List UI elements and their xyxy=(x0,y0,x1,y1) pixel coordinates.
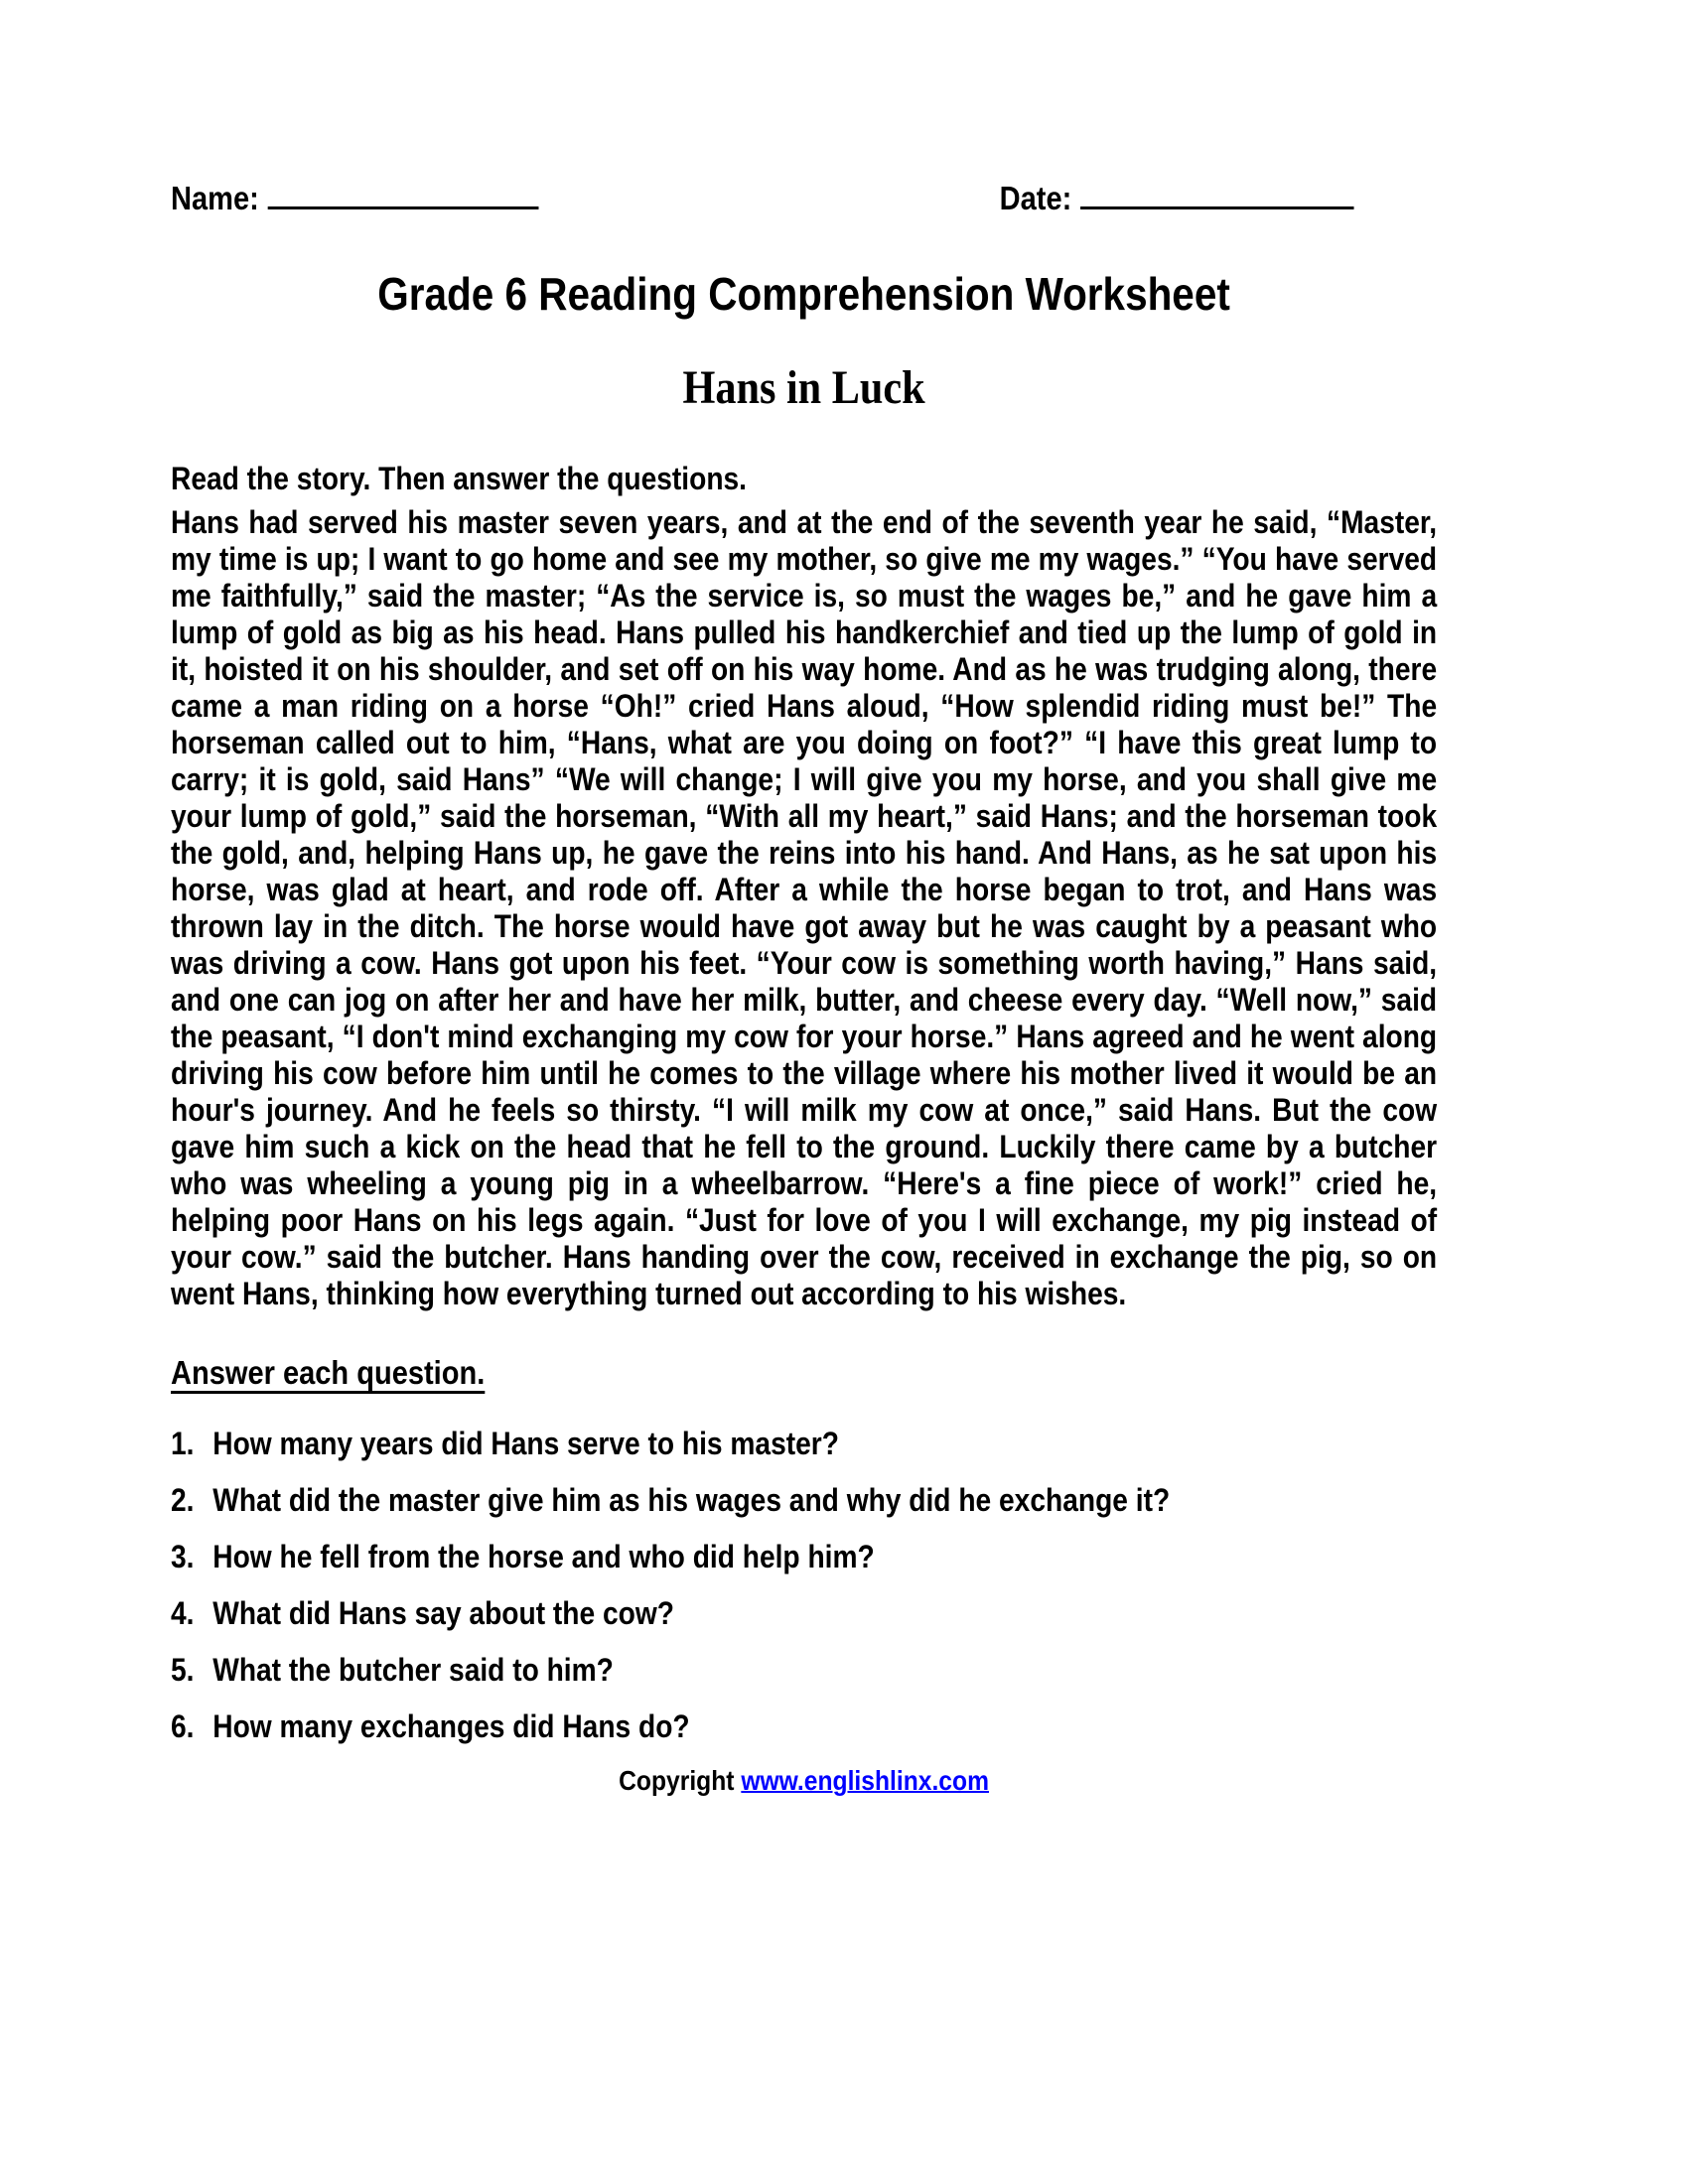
name-blank-line xyxy=(268,177,539,209)
question-item xyxy=(171,1482,1437,1519)
instructions-text: Read the story. Then answer the questions. xyxy=(171,461,748,497)
copyright-label: Copyright xyxy=(619,1765,742,1797)
question-item xyxy=(171,1426,1437,1462)
story-paragraph: Hans had served his master seven years, and at the end of the seventh year he said, “Master, my time is up; I want to go home and see my mother, so give me my wages.” “You have served me faithfully,” said the master; “As the service is, so must the wages be,” and he gave him a lump of gold as big as his head. Hans pulled his handkerchief and tied up the lump of gold in it, hoisted it on his shoulder, and set off on his way home. And as he was trudging along, there came a man riding on a horse “Oh!” cried Hans aloud, “How splendid riding must be!” The horseman called out to him, “Hans, what are you doing on foot?” “I have this great lump to carry; it is gold, said Hans” “We will change; I will give you my horse, and you shall give me your lump of gold,” said the horseman, “With all my heart,” said Hans; and the horseman took the gold, and, helping Hans up, he gave the reins into his hand. And Hans, as he sat upon his horse, was glad at heart, and rode off. After a while the horse began to trot, and Hans was thrown lay in the ditch. The horse would have got away but he was caught by a peasant who was driving a cow. Hans got upon his feet. “Your cow is something worth having,” Hans said, and one can jog on after her and have her milk, butter, and cheese every day. “Well now,” said the peasant, “I don't mind exchanging my cow for your horse.” Hans agreed and he went along driving his cow before him until he comes to the village where his mother lived it would be an hour's journey. And he feels so thirsty. “I will milk my cow at once,” said Hans. But the cow gave him such a kick on the head that he fell to the ground. Luckily there came by a butcher who was wheeling a young pig in a wheelbarrow. “Here's a fine piece of work!” cried he, helping poor Hans on his legs again. “Just for love of you I will exchange, my pig instead of your cow.” said the butcher. Hans handing over the cow, received in exchange the pig, so on went Hans, thinking how everything turned out according to his wishes. xyxy=(171,504,1438,1312)
question-number: 1. xyxy=(171,1426,195,1462)
date-blank-line xyxy=(1080,177,1353,209)
question-text: How he fell from the horse and who did help him? xyxy=(212,1539,875,1575)
header-row xyxy=(171,177,1437,217)
question-number: 4. xyxy=(171,1595,195,1632)
question-item xyxy=(171,1708,1437,1745)
question-item xyxy=(171,1652,1437,1689)
question-text: What did the master give him as his wages and why did he exchange it? xyxy=(212,1482,1171,1519)
story-title: Hans in Luck xyxy=(682,361,925,415)
question-text: How many years did Hans serve to his master? xyxy=(212,1426,839,1462)
copyright-link[interactable]: www.englishlinx.com xyxy=(741,1765,989,1797)
name-label: Name: xyxy=(171,180,259,216)
answer-section-heading: Answer each question. xyxy=(171,1354,486,1392)
question-number: 2. xyxy=(171,1482,195,1519)
worksheet-title: Grade 6 Reading Comprehension Worksheet xyxy=(377,268,1230,320)
question-item xyxy=(171,1595,1437,1632)
content-column xyxy=(171,177,1437,1797)
date-label: Date: xyxy=(999,180,1072,216)
footer xyxy=(171,1765,1437,1797)
question-text: What did Hans say about the cow? xyxy=(212,1595,674,1632)
question-list xyxy=(171,1426,1437,1745)
question-number: 5. xyxy=(171,1652,195,1689)
question-text: How many exchanges did Hans do? xyxy=(212,1708,690,1745)
question-number: 3. xyxy=(171,1539,195,1575)
question-number: 6. xyxy=(171,1708,195,1745)
question-item xyxy=(171,1539,1437,1575)
question-text: What the butcher said to him? xyxy=(212,1652,614,1689)
